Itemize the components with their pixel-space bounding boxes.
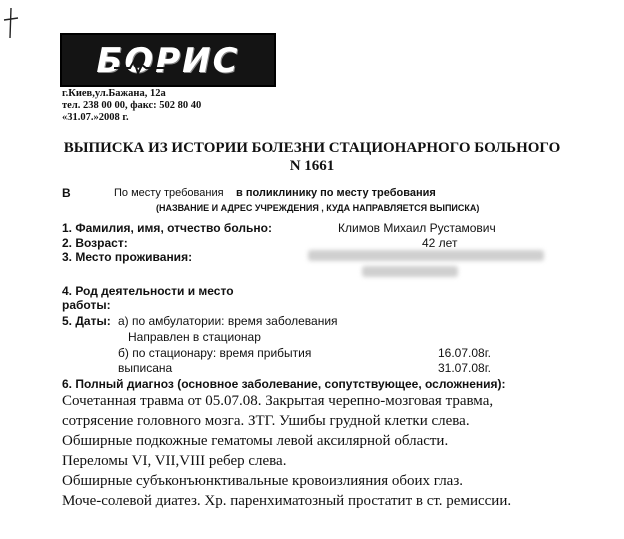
diagnosis-line: Обширные субъконъюнктивальные кровоизлияния обоих глаз.: [62, 473, 464, 489]
document-title: ВЫПИСКА ИЗ ИСТОРИИ БОЛЕЗНИ СТАЦИОНАРНОГО БОЛЬНОГО: [63, 140, 561, 156]
clinic-logo: [60, 33, 276, 87]
ecg-icon: [114, 59, 174, 75]
occupation-label-cont: работы:: [62, 298, 111, 312]
name-label: 1. Фамилия, имя, отчество больно:: [62, 221, 272, 235]
residence-label: 3. Место проживания:: [62, 250, 193, 264]
name-value: Климов Михаил Рустамович: [338, 221, 496, 235]
clinic-phone: тел. 238 00 00, факс: 502 80 40: [62, 100, 202, 111]
clinic-address: г.Киев,ул.Бажана, 12а: [62, 88, 166, 99]
discharge-date: 31.07.08г.: [438, 361, 491, 375]
discharged-label: выписана: [118, 361, 173, 375]
destination-hint: (НАЗВАНИЕ И АДРЕС УЧРЕЖДЕНИЯ , КУДА НАПРАВЛЯЕТСЯ ВЫПИСКА): [156, 203, 480, 213]
destination-prefix: В: [62, 186, 71, 200]
diagnosis-line: Переломы VI, VII,VIII ребер слева.: [62, 453, 287, 469]
destination-value: в поликлинику по месту требования: [236, 187, 436, 199]
occupation-label: 4. Род деятельности и место: [62, 284, 234, 298]
diagnosis-line: сотрясение головного мозга. ЗТГ. Ушибы грудной клетки слева.: [62, 413, 470, 429]
diagnosis-line: Моче-солевой диатез. Хр. паренхиматозный простатит в ст. ремиссии.: [62, 493, 512, 509]
age-label: 2. Возраст:: [62, 236, 128, 250]
diagnosis-line: Обширные подкожные гематомы левой аксилярной области.: [62, 433, 449, 449]
document-date: «31.07.»2008 г.: [62, 112, 129, 123]
admission-date: 16.07.08г.: [438, 346, 491, 360]
destination-label: По месту требования: [114, 187, 224, 199]
diagnosis-label: 6. Полный диагноз (основное заболевание, сопутствующее, осложнения):: [62, 377, 506, 391]
diagnosis-line: Сочетанная травма от 05.07.08. Закрытая черепно-мозговая травма,: [62, 393, 494, 409]
age-value: 42 лет: [422, 236, 458, 250]
document-number: N 1661: [289, 158, 335, 174]
logo-text: БОРИС: [96, 41, 240, 81]
dates-referred: Направлен в стационар: [128, 330, 261, 344]
pen-mark: [1, 6, 21, 40]
dates-outpatient: а) по амбулатории: время заболевания: [118, 314, 338, 328]
dates-inpatient: б) по стационару: время прибытия: [118, 346, 312, 360]
dates-label: 5. Даты:: [62, 314, 111, 328]
redacted-address: [308, 250, 546, 280]
